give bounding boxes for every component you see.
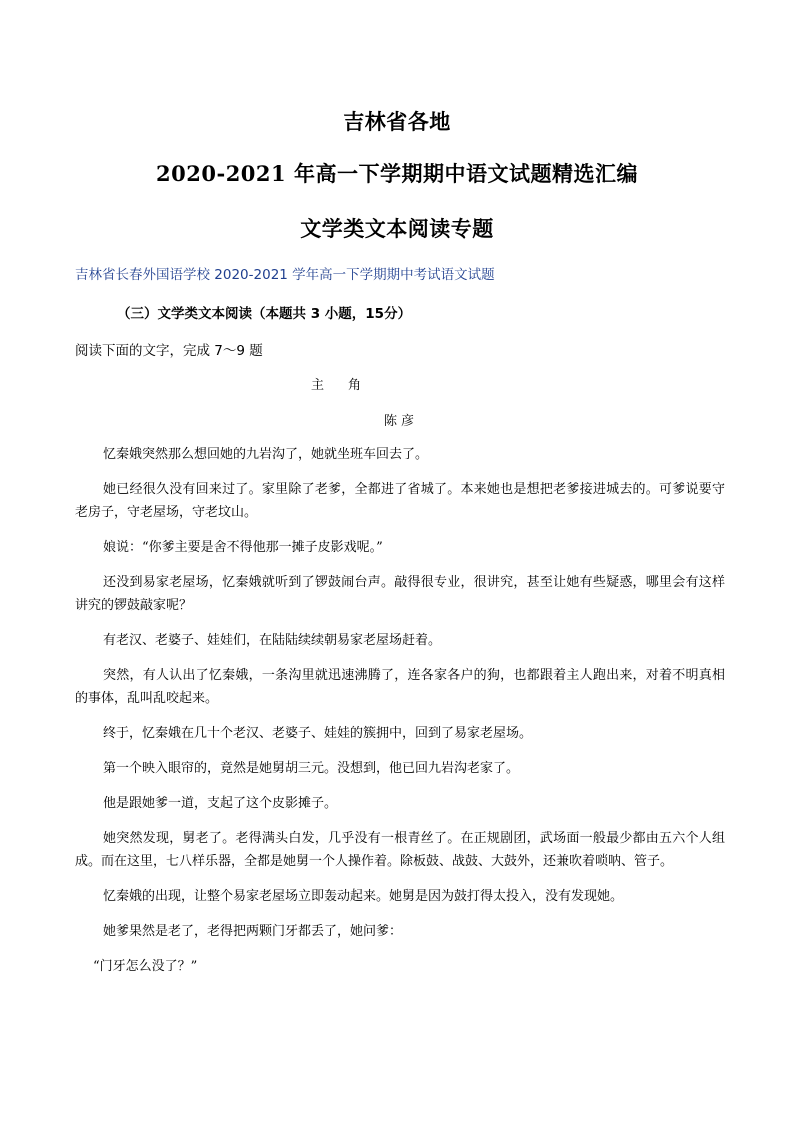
story-author: 陈彦 <box>384 414 419 429</box>
section-heading: （三）文学类文本阅读（本题共 3 小题，15分） <box>117 306 412 322</box>
story-paragraph: 忆秦娥突然那么想回她的九岩沟了，她就坐班车回去了。 <box>103 447 429 462</box>
document-title-topic: 文学类文本阅读专题 <box>300 216 494 241</box>
story-paragraph: 她已经很久没有回来过了。家里除了老爹，全都进了省城了。本来她也是想把老爹接进城去的。可爹说要守老房子，守老屋场，守老坟山。 <box>75 482 725 520</box>
story-paragraph: 忆秦娥的出现，让整个易家老屋场立即轰动起来。她舅是因为鼓打得太投入，没有发现她。 <box>103 889 624 904</box>
story-paragraph: 还没到易家老屋场，忆秦娥就听到了锣鼓闹台声。敲得很专业，很讲究，甚至让她有些疑惑，哪里会有这样讲究的锣鼓敲家呢？ <box>75 575 725 613</box>
story-paragraph: 她突然发现，舅老了。老得满头白发，几乎没有一根青丝了。在正规剧团，武场面一般最少都由五六个人组成。而在这里，七八样乐器，全都是她舅一个人操作着。除板鼓、战鼓、大鼓外，还兼吹着唢呐、管子。 <box>75 831 725 869</box>
story-paragraph: 突然，有人认出了忆秦娥，一条沟里就迅速沸腾了，连各家各户的狗，也都跟着主人跑出来，对着不明真相的事体，乱叫乱咬起来。 <box>75 668 725 706</box>
reading-instruction: 阅读下面的文字，完成 7～9 题 <box>75 343 263 359</box>
story-paragraph: 她爹果然是老了，老得把两颗门牙都丢了，她问爹： <box>103 924 403 939</box>
story-paragraph: 终于，忆秦娥在几十个老汉、老婆子、娃娃的簇拥中，回到了易家老屋场。 <box>103 726 533 741</box>
document-title-region: 吉林省各地 <box>343 109 451 134</box>
story-paragraph: 娘说：“你爹主要是舍不得他那一摊子皮影戏呢。” <box>103 540 383 555</box>
story-body <box>75 443 725 990</box>
story-paragraph: 有老汉、老婆子、娃娃们，在陆陆续续朝易家老屋场赶着。 <box>103 633 442 648</box>
story-paragraph: 第一个映入眼帘的，竟然是她舅胡三元。没想到，他已回九岩沟老家了。 <box>103 761 520 776</box>
exam-source: 吉林省长春外国语学校 2020-2021 学年高一下学期期中考试语文试题 <box>75 267 495 283</box>
story-paragraph: “门牙怎么没了？” <box>93 959 198 974</box>
story-paragraph: 他是跟她爹一道，支起了这个皮影摊子。 <box>103 796 338 811</box>
story-title: 主角 <box>311 378 386 393</box>
document-title-main: 2020-2021 年高一下学期期中语文试题精选汇编 <box>156 161 638 186</box>
